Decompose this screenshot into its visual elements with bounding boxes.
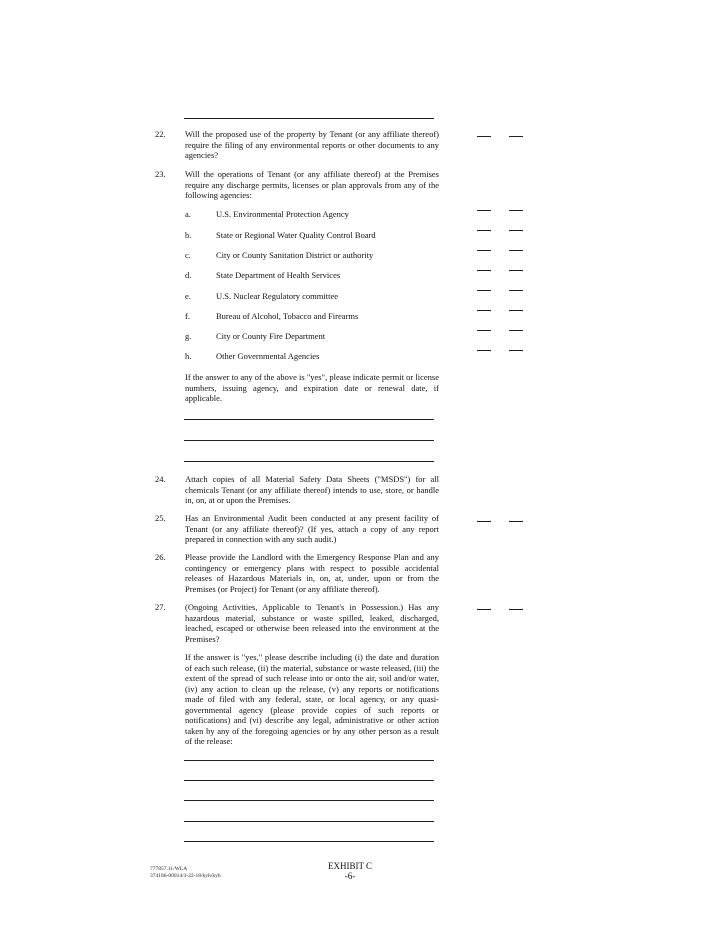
instruction-paragraph: If the answer is "yes," please describe including (i) the date and duration of each such release, (ii) the material, substance or waste released, (iii) the extent of the spread of such release into or onto the air, soil and/or water, (iv) any action to clean up the release, (v) any reports or notifications made of filed with any federal, state, or local agency, or any quasi-governmental agency (please provide copies of such reports or notifications) and (vi) describe any legal, administrative or other action taken by any of the foregoing agencies or by any other person as a result of the release: [185, 652, 439, 746]
yes-answer-line[interactable] [477, 270, 491, 271]
item-text: Please provide the Landlord with the Emergency Response Plan and any contingency or emergency plans with respect to possible accidental releases of Hazardous Materials in, on, at, under, upon or from the Premises (or Project) for Tenant (or any affiliate thereof). [185, 552, 439, 594]
agency-letter: f. [185, 311, 190, 321]
answer-blank-line[interactable] [184, 760, 434, 761]
document-id [150, 866, 221, 880]
document-id-line: 777857.11/WLA [150, 866, 188, 872]
no-answer-line[interactable] [509, 521, 523, 522]
yes-answer-line[interactable] [477, 136, 491, 137]
item-text: Has an Environmental Audit been conducted at any present facility of Tenant (or any affiliate thereof)? (If yes, attach a copy of any report prepared in connection with any such audit.) [185, 513, 439, 544]
agency-letter: d. [185, 270, 192, 280]
item-text: (Ongoing Activities, Applicable to Tenant's in Possession.) Has any hazardous material, substance or waste spilled, leaked, discharged, leached, escaped or otherwise been released into the environment at the Premises? [185, 602, 439, 644]
top-rule [184, 118, 434, 119]
no-answer-line[interactable] [509, 230, 523, 231]
yes-answer-line[interactable] [477, 521, 491, 522]
agency-name: Other Governmental Agencies [216, 351, 320, 361]
yes-answer-line[interactable] [477, 230, 491, 231]
agency-letter: b. [185, 230, 192, 240]
item-number: 27. [155, 602, 166, 612]
agency-name: Bureau of Alcohol, Tobacco and Firearms [216, 311, 359, 321]
item-number: 26. [155, 552, 166, 562]
yes-answer-line[interactable] [477, 250, 491, 251]
yes-answer-line[interactable] [477, 310, 491, 311]
agency-name: City or County Fire Department [216, 331, 326, 341]
agency-letter: c. [185, 250, 191, 260]
answer-blank-line[interactable] [184, 780, 434, 781]
yes-answer-line[interactable] [477, 290, 491, 291]
no-answer-line[interactable] [509, 210, 523, 211]
no-answer-line[interactable] [509, 350, 523, 351]
no-answer-line[interactable] [509, 330, 523, 331]
item-number: 25. [155, 513, 166, 523]
yes-answer-line[interactable] [477, 350, 491, 351]
item-text: Will the proposed use of the property by Tenant (or any affiliate thereof) require the filing of any environmental reports or other documents to any agencies? [185, 129, 439, 160]
agency-name: City or County Sanitation District or authority [216, 250, 374, 260]
document-id-line: 374186-00014/3-22-18/kyh/kyh [150, 873, 221, 879]
agency-name: State or Regional Water Quality Control Board [216, 230, 376, 240]
no-answer-line[interactable] [509, 250, 523, 251]
instruction-paragraph: If the answer to any of the above is "yes", please indicate permit or license numbers, issuing agency, and expiration date or renewal date, if applicable. [185, 372, 439, 403]
agency-name: State Department of Health Services [216, 270, 341, 280]
no-answer-line[interactable] [509, 310, 523, 311]
item-text: Attach copies of all Material Safety Data Sheets ("MSDS") for all chemicals Tenant (or any affiliate thereof) intends to use, store, or handle in, on, at or upon the Premises. [185, 474, 439, 505]
agency-letter: e. [185, 291, 191, 301]
yes-answer-line[interactable] [477, 210, 491, 211]
answer-blank-line[interactable] [184, 419, 434, 420]
yes-answer-line[interactable] [477, 609, 491, 610]
page-number: -6- [344, 871, 356, 881]
answer-blank-line[interactable] [184, 821, 434, 822]
agency-name: U.S. Nuclear Regulatory committee [216, 291, 339, 301]
agency-name: U.S. Environmental Protection Agency [216, 209, 349, 219]
no-answer-line[interactable] [509, 136, 523, 137]
answer-blank-line[interactable] [184, 800, 434, 801]
yes-answer-line[interactable] [477, 330, 491, 331]
item-number: 24. [155, 474, 166, 484]
item-text: Will the operations of Tenant (or any affiliate thereof) at the Premises require any discharge permits, licenses or plan approvals from any of the following agencies: [185, 169, 439, 200]
no-answer-line[interactable] [509, 270, 523, 271]
no-answer-line[interactable] [509, 290, 523, 291]
exhibit-label: EXHIBIT C [327, 861, 373, 871]
item-number: 22. [155, 129, 166, 139]
answer-blank-line[interactable] [184, 841, 434, 842]
item-number: 23. [155, 169, 166, 179]
answer-blank-line[interactable] [184, 440, 434, 441]
exhibit-footer [310, 861, 390, 881]
agency-letter: h. [185, 351, 192, 361]
agency-letter: a. [185, 209, 191, 219]
agency-letter: g. [185, 331, 192, 341]
answer-blank-line[interactable] [184, 461, 434, 462]
no-answer-line[interactable] [509, 609, 523, 610]
